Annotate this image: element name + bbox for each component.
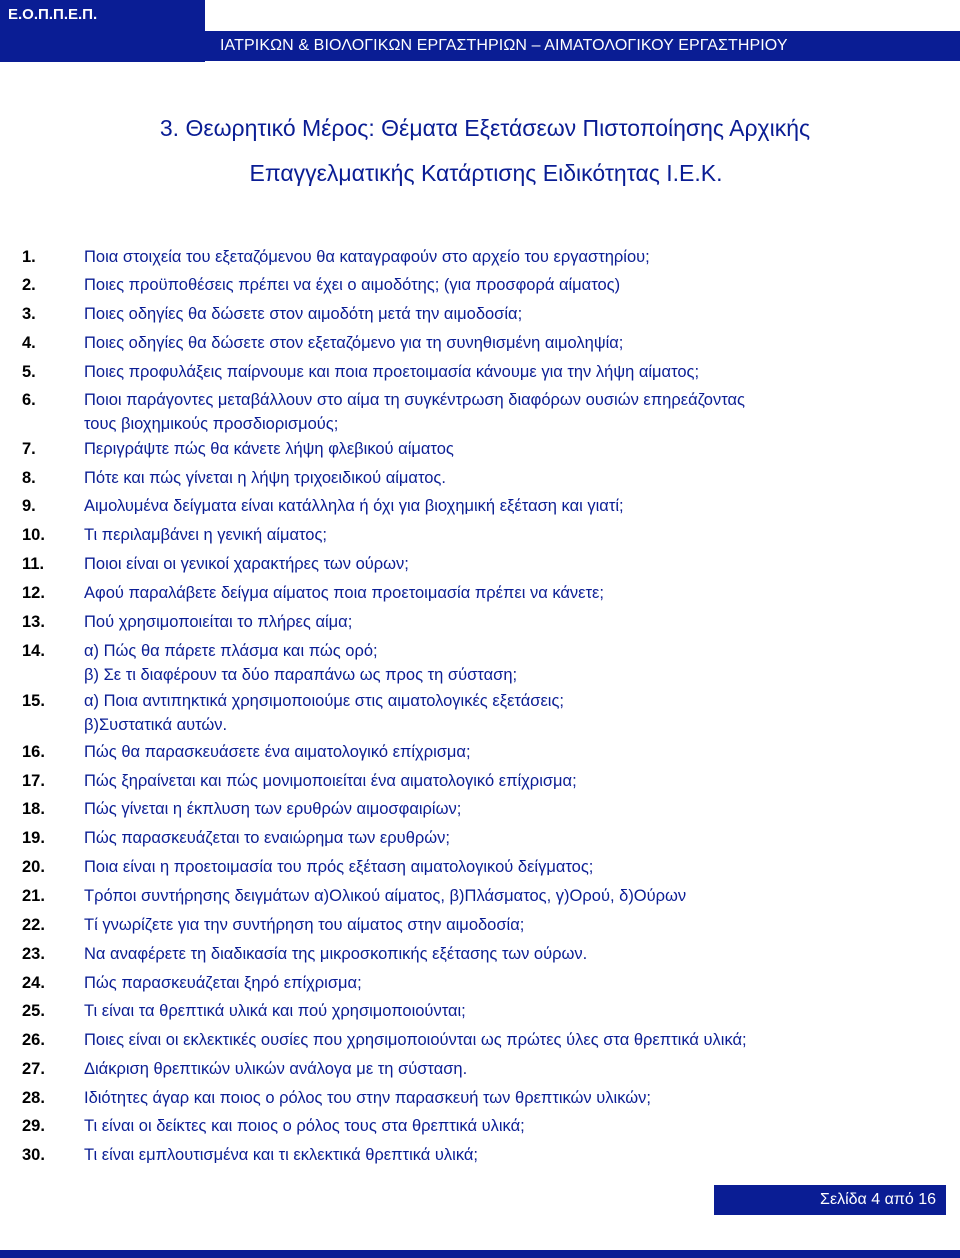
question-number: 21.: [22, 887, 45, 905]
question-number: 22.: [22, 916, 45, 934]
question-text: Πώς παρασκευάζεται ξηρό επίχρισμα;: [84, 974, 362, 992]
question-text: Ποιοι παράγοντες μεταβάλλουν στο αίμα τη συγκέντρωση διαφόρων ουσιών επηρεάζοντας: [84, 391, 745, 409]
question-text: Τι είναι τα θρεπτικά υλικά και πού χρησιμοποιούνται;: [84, 1002, 466, 1020]
question-text: Να αναφέρετε τη διαδικασία της μικροσκοπικής εξέτασης των ούρων.: [84, 945, 588, 963]
question-text: Τί γνωρίζετε για την συντήρηση του αίματος στην αιμοδοσία;: [84, 916, 525, 934]
question-text: Πώς θα παρασκευάσετε ένα αιματολογικό επίχρισμα;: [84, 743, 471, 761]
question-number: 17.: [22, 772, 45, 790]
question-text: α) Πώς θα πάρετε πλάσμα και πώς ορό;: [84, 642, 378, 660]
question-number: 4.: [22, 334, 36, 352]
question-number: 20.: [22, 858, 45, 876]
question-text: Πώς γίνεται η έκπλυση των ερυθρών αιμοσφαιρίων;: [84, 800, 462, 818]
question-number: 27.: [22, 1060, 45, 1078]
question-text: Ποιες προϋποθέσεις πρέπει να έχει ο αιμοδότης; (για προσφορά αίματος): [84, 276, 621, 294]
question-number: 18.: [22, 800, 45, 818]
question-number: 7.: [22, 440, 36, 458]
page-title-line1: 3. Θεωρητικό Μέρος: Θέματα Εξετάσεων Πιστοποίησης Αρχικής: [159, 115, 811, 141]
question-text: Ποιες οδηγίες θα δώσετε στον αιμοδότη μετά την αιμοδοσία;: [84, 305, 523, 323]
question-number: 28.: [22, 1089, 45, 1107]
question-text-continued: β)Συστατικά αυτών.: [84, 716, 228, 734]
question-text: Ποιες προφυλάξεις παίρνουμε και ποια προετοιμασία κάνουμε για την λήψη αίματος;: [84, 363, 700, 381]
question-text: Ποιες οδηγίες θα δώσετε στον εξεταζόμενο για τη συνηθισμένη αιμοληψία;: [84, 334, 624, 352]
question-text: Αιμολυμένα δείγματα είναι κατάλληλα ή όχι για βιοχημική εξέταση και γιατί;: [84, 497, 624, 515]
question-text-continued: β) Σε τι διαφέρουν τα δύο παραπάνω ως προς τη σύσταση;: [84, 666, 518, 684]
question-text: Περιγράψτε πώς θα κάνετε λήψη φλεβικού αίματος: [84, 440, 454, 458]
question-text: Τι είναι εμπλουτισμένα και τι εκλεκτικά θρεπτικά υλικά;: [84, 1146, 479, 1164]
header-org: Ε.Ο.Π.Π.Ε.Π.: [0, 0, 205, 48]
question-text: Τι περιλαμβάνει η γενική αίματος;: [84, 526, 327, 544]
question-number: 29.: [22, 1117, 45, 1135]
question-number: 30.: [22, 1146, 45, 1164]
question-number: 11.: [22, 555, 45, 573]
question-number: 13.: [22, 613, 45, 631]
question-text: Διάκριση θρεπτικών υλικών ανάλογα με τη σύσταση.: [84, 1060, 468, 1078]
question-text: Ποιες είναι οι εκλεκτικές ουσίες που χρησιμοποιούνται ως πρώτες ύλες στα θρεπτικά υλικά;: [84, 1031, 747, 1049]
question-number: 8.: [22, 469, 36, 487]
question-number: 12.: [22, 584, 45, 602]
page-number: Σελίδα 4 από 16: [714, 1185, 946, 1215]
question-number: 24.: [22, 974, 45, 992]
question-number: 9.: [22, 497, 36, 515]
question-text: Πώς παρασκευάζεται το εναιώρημα των ερυθρών;: [84, 829, 450, 847]
question-text: Τι είναι οι δείκτες και ποιος ο ρόλος τους στα θρεπτικά υλικά;: [84, 1117, 525, 1135]
question-text: Ποιοι είναι οι γενικοί χαρακτήρες των ούρων;: [84, 555, 409, 573]
page-title-line2: Επαγγελματικής Κατάρτισης Ειδικότητας Ι.Ε.Κ.: [249, 160, 723, 186]
question-text: α) Ποια αντιπηκτικά χρησιμοποιούμε στις αιματολογικές εξετάσεις;: [84, 692, 564, 710]
question-number: 25.: [22, 1002, 45, 1020]
question-number: 3.: [22, 305, 36, 323]
question-number: 26.: [22, 1031, 45, 1049]
question-number: 1.: [22, 248, 36, 266]
question-number: 16.: [22, 743, 45, 761]
bottom-rule: [0, 1250, 960, 1258]
question-number: 19.: [22, 829, 45, 847]
question-number: 23.: [22, 945, 45, 963]
question-text: Τρόποι συντήρησης δειγμάτων α)Ολικού αίματος, β)Πλάσματος, γ)Ορού, δ)Ούρων: [84, 887, 687, 905]
header-subject: ΙΑΤΡΙΚΩΝ & ΒΙΟΛΟΓΙΚΩΝ ΕΡΓΑΣΤΗΡΙΩΝ – ΑΙΜΑΤΟΛΟΓΙΚΟΥ ΕΡΓΑΣΤΗΡΙΟΥ: [205, 31, 960, 61]
question-text: Πότε και πώς γίνεται η λήψη τριχοειδικού αίματος.: [84, 469, 446, 487]
question-number: 10.: [22, 526, 45, 544]
question-text-continued: τους βιοχημικούς προσδιορισμούς;: [84, 415, 339, 433]
question-text: Πού χρησιμοποιείται το πλήρες αίμα;: [84, 613, 353, 631]
question-text: Αφού παραλάβετε δείγμα αίματος ποια προετοιμασία πρέπει να κάνετε;: [84, 584, 604, 602]
question-number: 5.: [22, 363, 36, 381]
question-number: 14.: [22, 642, 45, 660]
question-number: 15.: [22, 692, 45, 710]
question-text: Ποια στοιχεία του εξεταζόμενου θα καταγραφούν στο αρχείο του εργαστηρίου;: [84, 248, 650, 266]
question-text: Πώς ξηραίνεται και πώς μονιμοποιείται ένα αιματολογικό επίχρισμα;: [84, 772, 577, 790]
question-text: Ποια είναι η προετοιμασία του πρός εξέταση αιματολογικού δείγματος;: [84, 858, 594, 876]
question-text: Ιδιότητες άγαρ και ποιος ο ρόλος του στην παρασκευή των θρεπτικών υλικών;: [84, 1089, 651, 1107]
question-number: 2.: [22, 276, 36, 294]
question-number: 6.: [22, 391, 36, 409]
